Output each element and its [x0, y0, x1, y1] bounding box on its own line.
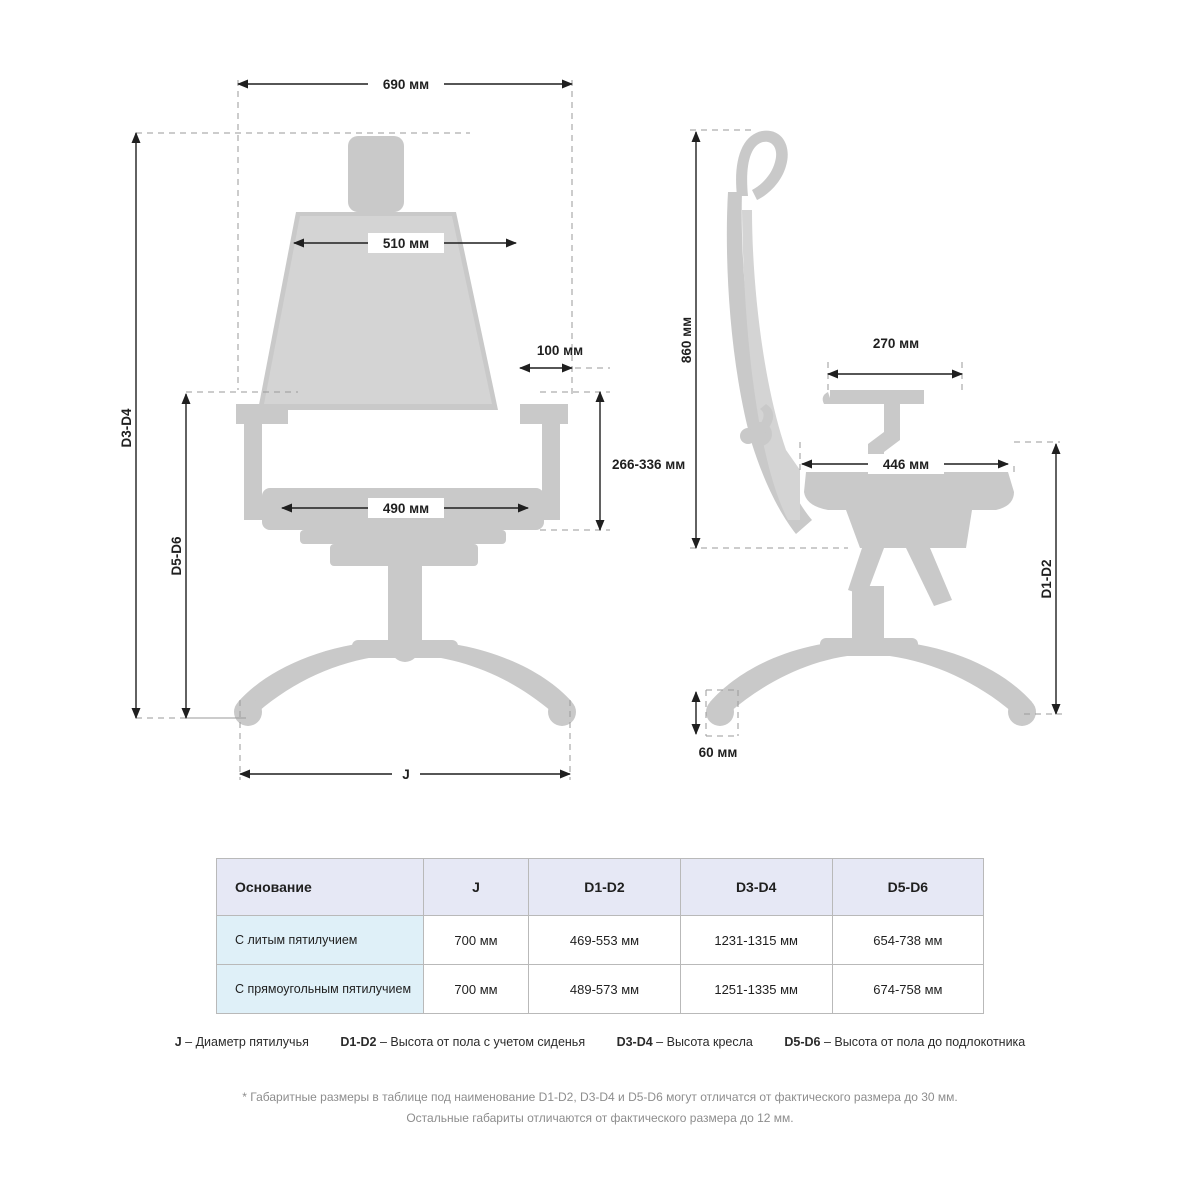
dim-overall-width	[238, 74, 572, 94]
dim-armrest-height-range	[600, 392, 685, 530]
dim-seat-depth	[802, 454, 1008, 474]
dim-label-seat-depth: 446 мм	[882, 457, 930, 472]
footnote-line-2: Остальные габариты отличаются от фактического размера до 12 мм.	[406, 1111, 794, 1125]
table-row	[217, 916, 984, 965]
table-cell-base: С прямоугольным пятилучием	[217, 965, 424, 1014]
footnote-line-1: * Габаритные размеры в таблице под наименование D1-D2, D3-D4 и D5-D6 могут отличатся от фактического размера до 30 мм.	[242, 1090, 958, 1104]
table-header-d1-d2: D1-D2	[529, 859, 680, 916]
dim-label-overall-width: 690 мм	[382, 77, 430, 92]
dim-seat-floor-height	[1039, 444, 1056, 714]
dim-total-height	[119, 133, 136, 718]
legend-text-d1-d2: – Высота от пола с учетом сиденья	[376, 1035, 586, 1049]
legend-code-d3-d4: D3-D4	[616, 1035, 653, 1049]
dim-label-castor-diameter: 60 мм	[698, 745, 738, 760]
table-header-j: J	[423, 859, 529, 916]
dim-label-armrest-height-range: 266-336 мм	[612, 457, 686, 472]
legend-code-j: J	[174, 1035, 182, 1049]
table-header-row	[217, 859, 984, 916]
legend-text-d5-d6: – Высота от пола до подлокотника	[820, 1035, 1026, 1049]
dim-label-base-diameter: J	[402, 767, 410, 782]
dim-label-armrest-floor-height: D5-D6	[169, 536, 184, 576]
table-header-d5-d6: D5-D6	[832, 859, 983, 916]
table-header-base: Основание	[217, 859, 424, 916]
table-cell-d1-d2: 489-573 мм	[529, 965, 680, 1014]
dim-armrest-floor-height	[169, 394, 186, 718]
dim-back-height	[679, 132, 696, 548]
table-cell-j: 700 мм	[423, 916, 529, 965]
legend-code-d5-d6: D5-D6	[784, 1035, 821, 1049]
legend-text-d3-d4: – Высота кресла	[652, 1035, 753, 1049]
table-cell-d3-d4: 1251-1335 мм	[680, 965, 832, 1014]
legend-text-j: – Диаметр пятилучья	[181, 1035, 309, 1049]
dim-label-seat-floor-height: D1-D2	[1039, 559, 1054, 599]
footnote	[0, 1087, 1200, 1129]
table-row	[217, 965, 984, 1014]
table-cell-d1-d2: 469-553 мм	[529, 916, 680, 965]
table-cell-j: 700 мм	[423, 965, 529, 1014]
table-header-d3-d4: D3-D4	[680, 859, 832, 916]
dim-label-backrest-width: 510 мм	[382, 236, 430, 251]
legend-item-d1-d2	[340, 1035, 585, 1049]
legend-code-d1-d2: D1-D2	[340, 1035, 377, 1049]
legend-item-j	[175, 1035, 309, 1049]
dim-base-diameter	[240, 764, 570, 784]
table-cell-d5-d6: 674-758 мм	[832, 965, 983, 1014]
dim-label-total-height: D3-D4	[119, 408, 134, 448]
side-view-chair-illustration	[706, 131, 1036, 726]
dim-label-seat-width: 490 мм	[382, 501, 430, 516]
table-cell-d5-d6: 654-738 мм	[832, 916, 983, 965]
dim-label-armrest-depth: 270 мм	[872, 336, 920, 351]
front-view-chair-illustration	[234, 136, 576, 726]
dim-label-armrest-offset: 100 мм	[536, 343, 584, 358]
dim-label-back-height: 860 мм	[679, 316, 694, 364]
dim-armrest-offset	[520, 343, 583, 368]
table-cell-d3-d4: 1231-1315 мм	[680, 916, 832, 965]
table-cell-base: С литым пятилучием	[217, 916, 424, 965]
specification-table	[216, 858, 984, 1014]
dim-armrest-depth	[828, 333, 962, 374]
legend	[0, 1035, 1200, 1049]
legend-item-d3-d4	[617, 1035, 753, 1049]
legend-item-d5-d6	[784, 1035, 1025, 1049]
